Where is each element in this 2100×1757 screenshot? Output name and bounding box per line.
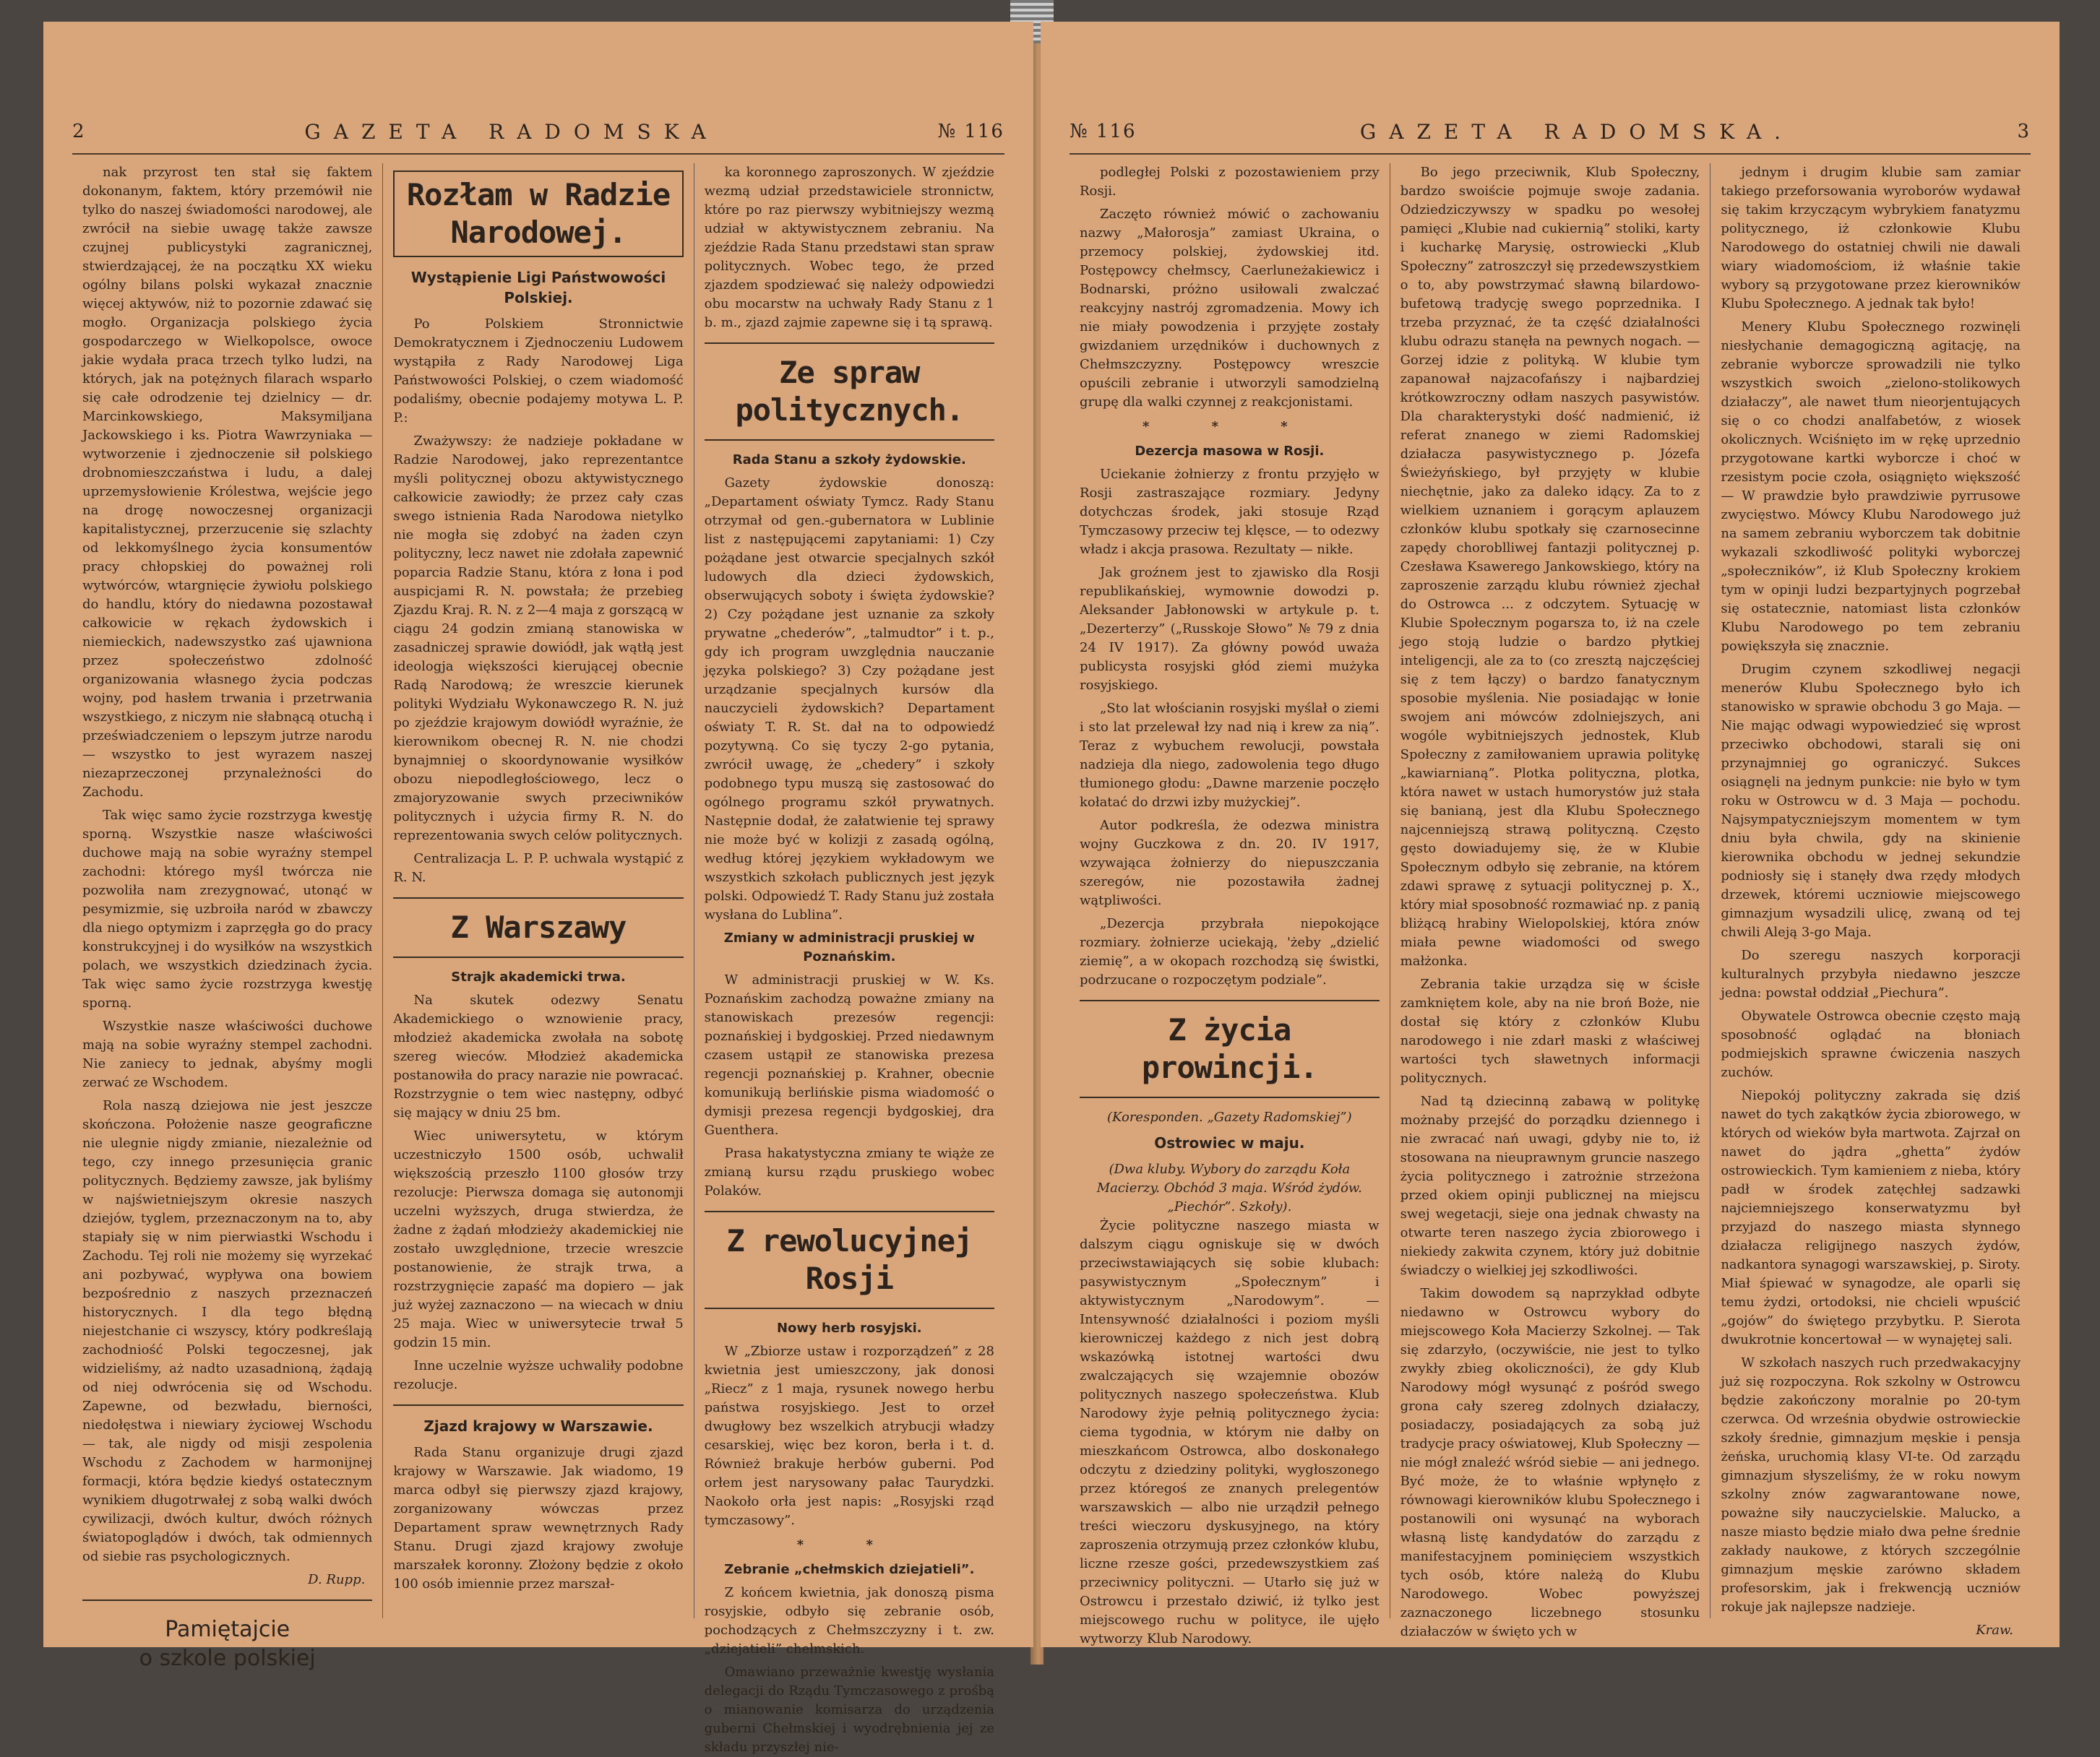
subheadline: Wystąpienie Ligi Państwowości Polskiej.	[410, 269, 666, 306]
divider	[705, 342, 994, 344]
left-column-3	[694, 163, 1004, 1755]
article-text: Tak więc samo życie rozstrzyga kwestję sporną. Wszystkie nasze właściwości duchowe mają na sobie wyraźny stempel zachodni: którego myśl twórcza nie pozwoliła nam zrezygnować, utonąć w pesymizmie, się uzbroiła naród w zbawczy dla niego optymizm i zaprzęgła go do pracy konstrukcyjnej i do wysiłków na wszystkich polach, we wszystkich dziedzinach życia. Tak więc samo życie rozstrzyga kwestję sporną.	[82, 808, 373, 1011]
article-text: W „Zbiorze ustaw i rozporządzeń” z 28 kwietnia jest umieszczony, jak donosi „Riecz” z 1 maja, rysunek nowego herbu państwa rosyjskiego. Jest to orzeł dwugłowy bez wszelkich atrybucji władzy cesarskiej, więc bez koron, berła i t. d. Również brakuje herbów guberni. Pod orłem jest narysowany pałac Taurydzki. Naokoło orła jest napis: „Rosyjski rząd tymczasowy”.	[704, 1344, 994, 1528]
left-column-1	[72, 163, 382, 1671]
article-text: Z końcem kwietnia, jak donoszą pisma rosyjskie, odbyło się zebranie osób, pochodzących z Chełmszczyzny i t. zw. „dziejatieli” chełmskich.	[704, 1585, 994, 1657]
article-text: Inne uczelnie wyższe uchwaliły podobne rezolucje.	[393, 1358, 684, 1392]
page-number: 3	[2017, 121, 2031, 142]
left-page-header	[72, 110, 1004, 155]
article-text: Zważywszy: że nadzieje pokładane w Radzie Narodowej, jako reprezentantce myśli politycznej obozu aktywistycznego całkowicie zawiodły; że przez cały czas swego istnienia Rada Narodowa nietylko nie mogła się zdobyć na żaden czyn polityczny, lecz nawet nie zdołała zapewnić poparcia Radzie Stanu, która z łona i pod auspicjami R. N. powstała; że przebieg Zjazdu Kraj. R. N. z 2—4 maja z gorszącą w ciągu 24 godzin zmianą stanowiska w zasadniczej sprawie dowiódł, jak wątłą jest ideologja większości kierującej obecnie Radą Narodową; że wreszcie kierunek polityki Wydziału Wykonawczego R. N. już po zjeździe krajowym dowiódł wyraźnie, że kierownikom obecnej R. N. nie chodzi bynajmniej o skoordynowanie wysiłków obozu niepodległościowego, lecz o zmajoryzowanie swych przeciwników politycznych i użycia firmy R. N. do reprezentowania swych celów politycznych.	[393, 433, 684, 843]
promo-line-1: Pamiętajcie	[165, 1617, 291, 1642]
article-text: Menery Klubu Społecznego rozwinęli niesłychanie demagogiczną agitację, na zebranie wyborcze sprowadzili nie tylko wszystkich swoich „zielono-stolikowych działaczy”, ale nawet tłum nieorjentujących się o co chodzi analfabetów, z wiosek okolicznych. Wciśnięto im w rękę uprzednio przygotowane kartki wyborcze i choć w rzesistym pocie czoła, osiągnięto większość — W prawdzie było prawdziwie pyrrusowe zwycięstwo. Mówcy Klubu Narodowego już na samem zebraniu wyborczem tak dobitnie wykazali szkodliwość polityki wyborczej „społeczników”, iż Klub Społeczny krokiem tym w opinji ludzi bezpartyjnych pogrzebał się ostatecznie, natomiast lista członków Klubu Narodowego po tem zebraniu powiększyła się znacznie.	[1721, 319, 2021, 654]
headline: Z Warszawy	[450, 910, 627, 945]
article-text: jednym i drugim klubie sam zamiar takiego przeforsowania wyroborów wydawał się takim krzyczącym wybrykiem fanatyzmu politycznego, iż członkowie Klubu Narodowego do ostatniej chwili nie dawali wiary wiadomościom, iż właśnie takie wybory są przygotowane przez kierowników Klubu Społecznego. A jednak tak było!	[1721, 165, 2021, 311]
section-lead: Strajk akademicki trwa.	[451, 970, 626, 985]
right-page-header	[1070, 110, 2031, 155]
article-text: Po Polskiem Stronnictwie Demokratycznem i Zjednoczeniu Ludowem wystąpiła z Rady Narodowej Liga Państwowości Polskiej, o czem wiadomość podaliśmy, obecnie podajemy motywa L. P. P.:	[393, 316, 684, 426]
divider	[82, 1600, 372, 1601]
article-text: Zebrania takie urządza się w ścisłe zamkniętem kole, aby na nie broń Boże, nie dostał się który z członków Klubu narodowego i nie zdarł maski z właściwej wartości tych sławetnych informacji politycznych.	[1400, 977, 1700, 1086]
right-page	[1041, 22, 2060, 1647]
article-signature: Kraw.	[1976, 1623, 2014, 1638]
promo-line-2: o szkole polskiej	[139, 1646, 316, 1671]
section-lead: Zebranie „chełmskich dziejatieli”.	[724, 1562, 975, 1577]
article-text: podległej Polski z pozostawieniem przy Rosji.	[1080, 165, 1380, 199]
article-text: W administracji pruskiej w W. Ks. Poznańskim zachodzą poważne zmiany na stanowiskach prezesów regencji: poznańskiej i bydgoskiej. Przed niedawnym czasem ustąpił ze stanowiska prezesa regencji poznańskiej p. Krahner, obecnie komunikują berlińskie pisma wiadomość o dymisji prezesa regencji bydgoskiej, dra Guenthera.	[704, 972, 994, 1138]
section-lead: Nowy herb rosyjski.	[776, 1321, 922, 1336]
section-stars: * * *	[1142, 419, 1317, 434]
subheadline: Ostrowiec w maju.	[1154, 1134, 1305, 1152]
headline: Ze spraw politycznych.	[735, 355, 964, 428]
divider	[705, 1211, 994, 1212]
right-column-2	[1390, 163, 1710, 1639]
article-text: Na skutek odezwy Senatu Akademickiego o wznowienie pracy, młodzież akademicka zwołała na sobotę szereg wieców. Młodzież akademicka postanowiła do pracy narazie nie powracać. Rozstrzygnie o tem wiec następny, odbyć się mający w dniu 25 bm.	[393, 993, 684, 1121]
article-text: „Sto lat włościanin rosyjski myślał o ziemi i sto lat przelewał łzy nad nią i krew za nią”. Teraz z wybuchem rewolucji, powstała nadzieja dla niego, zadowolenia tego długo tłumionego głodu: „Dawne marzenie poczęło kołatać do drzwi izby mużyckiej”.	[1080, 701, 1380, 810]
divider	[705, 439, 994, 441]
headline: Z życia prowincji.	[1141, 1012, 1317, 1085]
divider	[393, 897, 683, 899]
article-text: Jak groźnem jest to zjawisko dla Rosji republikańskiej, wymownie dowodzi p. Aleksander Jabłonowski w artykule p. t. „Dezerterzy” („Russkoje Słowo” № 79 z dnia 24 IV 1917). Za główny powód uważa publicysta rosyjski głód ziemi mużyka rosyjskiego.	[1080, 565, 1380, 693]
article-text: ka koronnego zaproszonych. W zjeździe wezmą udział przedstawiciele stronnictw, które po raz pierwszy wybitniejszy wezmą udział w aktywistycznem zebraniu. Na zjeździe Rada Stanu przedstawi stan spraw politycznych. Wobec tego, że przed zjazdem spodziewać się należy odpowiedzi obu mocarstw na uchwały Rady Stanu z 1 b. m., zjazd zajmie zapewne się i tą sprawą.	[704, 165, 994, 330]
issue-number: № 116	[937, 121, 1004, 142]
article-text: Do szeregu naszych korporacji kulturalnych przybyła niedawno jeszcze jedna: powstał oddział „Piechura”.	[1721, 948, 2021, 1001]
headline: Rozłam w Radzie Narodowej.	[393, 170, 683, 257]
section-lead: Dezercja masowa w Rosji.	[1135, 444, 1325, 459]
divider	[1080, 1097, 1380, 1098]
page-number: 2	[72, 121, 86, 142]
divider	[393, 957, 683, 958]
article-text: Centralizacja L. P. P. uchwala wystąpić z R. N.	[393, 851, 684, 885]
article-text: Omawiano przeważnie kwestję wysłania delegacji do Rządu Tymczasowego z prośbą o mianowanie komisarza do urządzenia guberni Chełmskiej i wyodrębnienia jej ze składu przyszłej nie-	[704, 1665, 994, 1755]
article-text: „Dezercja przybrała niepokojące rozmiary. żołnierze uciekają, 'żeby „dzielić ziemię”, a w okopach rozchodzą się świstki, podrzucane o rozpoczętym podziale”.	[1080, 916, 1380, 988]
article-text: Życie polityczne naszego miasta w dalszym ciągu ogniskuje się w dwóch przeciwstawiających się sobie klubach: pasywistycznym „Społecznym” i aktywistycznym „Narodowym”. — Intensywność działalności i poziom myśli kierowniczej każdego z nich jest dobrą wskazówką istotnej wartości dwu zwalczających się wzajemnie obozów politycznych naszego społeczeństwa. Klub Narodowy żyje pełnią politycznego życia: ciema tygodnia, w którym nie dałby on mieszkańcom Ostrowca, albo doskonałego odczytu z dziedziny polityki, wygłoszonego przez któregoś ze znanych prelegentów warszawskich — albo nie urządził pełnego treści wieczoru dyskusyjnego, na który zaproszenia otrzymują przez członków klubu, liczne rzesze gości, przedewszystkiem zaś przeciwnicy polityczni. — Utarło się już w Ostrowcu i przestało dziwić, iż tylko jest miejscowego ruchu w polityce, ile ujęło wytworzy Klub Narodowy.	[1080, 1218, 1380, 1646]
left-page	[43, 22, 1033, 1755]
section-lead: Rada Stanu a szkoły żydowskie.	[732, 452, 966, 467]
article-text: Prasa hakatystyczna zmiany te wiąże ze zmianą kursu rządu pruskiego wobec Polaków.	[704, 1146, 994, 1199]
issue-number: № 116	[1070, 121, 1137, 142]
article-text: Nad tą dziecinną zabawą w politykę możnaby przejść do porządku dziennego i nie zwracać nań uwagi, gdyby nie to, iż stosowana na nieuprawnym gruncie naszego życia politycznego i zatrożnie strzeżona przed okiem opinji publicznej na miejscu swej wegetacji, sieje ona jednak chwasty na otwarte teren naszego życia zbiorowego i niekiedy zakwita czynem, który już dobitnie świadczy o wielkiej jej szkodliwości.	[1400, 1094, 1700, 1278]
article-text: Wszystkie nasze właściwości duchowe mają na sobie wyraźny stempel zachodni. Nie zaniecy to jednak, abyśmy mogli zerwać ze Wschodem.	[82, 1019, 373, 1090]
article-text: Rola naszą dziejowa nie jest jeszcze skończona. Położenie nasze geograficzne nie ulegnie nigdy zmianie, niezależnie od tego, czy innego przesunięcia granic politycznych. Będziemy zawsze, jak byliśmy w najświetniejszym okresie naszych dziejów, tyglem, przeznaczonym na to, aby stapiały się w nim pierwiastki Wschodu i Zachodu. Tej roli nie możemy się wyrzekać ani pozbywać, wypływa ona bowiem bezpośrednio z naszych przeznaczeń historycznych. I dla tego błędną niejestchanie ci wszyscy, który podkreślają zachodniość Polski tegoczesnej, jak widzieliśmy, aż nadto uzasadnioną, żądają od niej odwrócenia się od Wschodu. Zapewne, od bezwładu, bierności, niedołęstwa i niewiary życiowej Wschodu — tak, ale nigdy od misji zespolenia Wschodu z Zachodem w harmonijnej formacji, która będzie kiedyś ostatecznym wynikiem długotrwałej z sobą walki dwóch cywilizacji, dwóch kultur, dwóch różnych światopoglądów i dwóch, tak odmiennych od siebie ras psychologicznych.	[82, 1098, 373, 1564]
section-lead: Zmiany w administracji pruskiej w Poznańskim.	[723, 931, 975, 964]
article-text: Niepokój polityczny zakrada się dziś nawet do tych zakątków życia zbiorowego, w których od wieków była martwota. Zajrzał on nawet do jądra „ghetta” żydów ostrowieckich. Tym kamieniem z nieba, który padł w środek zatęchłej sadzawki najciemniejszego konserwatyzmu był przyjazd do naszego miasta słynnego działacza religijnego naszych żydów, nadkantora synagogi warszawskiej, p. Siroty. Miał śpiewać w synagodze, ale oparli się temu żydzi, ortodoksi, nie chcieli wpuścić „gojów” do świętego przybytku. P. Sierota dwukrotnie koncertował — w wynajętej sali.	[1721, 1088, 2021, 1347]
article-text: Rada Stanu organizuje drugi zjazd krajowy w Warszawie. Jak wiadomo, 19 marca odbył się pierwszy zjazd krajowy, zorganizowany wówczas przez Departament spraw wewnętrznych Rady Stanu. Drugi zjazd krajowy zwołuje marszałek koronny. Złożony będzie z około 100 osób imiennie przez marszał-	[393, 1445, 684, 1592]
divider	[705, 1308, 994, 1309]
article-text: Autor podkreśla, że odezwa ministra wojny Guczkowa z dn. 20. IV 1917, wzywająca żołnierzy do niepuszczania szeregów, nie pozostawiła żadnej wątpliwości.	[1080, 818, 1380, 908]
right-column-3	[1710, 163, 2031, 1638]
left-column-2	[382, 163, 693, 1618]
article-text: Uciekanie żołnierzy z frontu przyjęło w Rosji zastraszające rozmiary. Jedyny dotychczas środek, jaki stosuje Rząd Tymczasowy przeciw tej klęsce, — to odezwy władz i akcja prasowa. Rezultaty — nikłe.	[1080, 467, 1380, 557]
section-stars: * *	[796, 1537, 902, 1553]
headline: Z rewolucyjnej Rosji	[726, 1223, 973, 1296]
masthead: GAZETA RADOMSKA.	[1359, 119, 1794, 144]
article-text: Wiec uniwersytetu, w którym uczestniczyło 1500 osób, uchwalił większością przeszło 1100 głosów trzy rezolucje: Pierwsza domaga się autonomji uczelni wyższych, druga stwierdza, że żadne z żądań młodzieży akademickiej nie zostało uwzględnione, trzecie wreszcie postanowienie, że strajk trwa, a rozstrzygnięcie zapaść ma dopiero — jak już wyżej zaznaczono — na wiecach w dniu 25 maja. Wiec w uniwersytecie trwał 5 godzin 15 min.	[393, 1128, 684, 1350]
masthead: GAZETA RADOMSKA	[304, 119, 719, 144]
divider	[1080, 1000, 1380, 1001]
article-text: Takim dowodem są naprzykład odbyte niedawno w Ostrowcu wybory do miejscowego Koła Macierzy Szkolnej. — Tak się zdarzyło, (oczywiście, nie jest to tylko zwykły zbieg okoliczności), że gdy Klub Narodowy mógł wysunąć z pośród swego grona cały szereg zdolnych działaczy, posiadaczy, posiadających za sobą już tradycje pracy oświatowej, Klub Społeczny — nie mógł znaleźć wśród siebie — ani jednego. Być może, że to właśnie wpłynęło z równowagi kierowników klubu Społecznego i postanowili oni wysunąć na wyborach własną listę kandydatów do zarządu z manifestacyjnem pominięciem wszystkich tych osób, które należą do Klubu Narodowego. Wobec powyższej zaznaczonego liczebnego stosunku działaczów w święto ych w	[1400, 1286, 1700, 1639]
article-text: Bo jego przeciwnik, Klub Społeczny, bardzo swoiście pojmuje swoje zadania. Odziedziczywszy w spadku po wesołej pamięci „Klubie nad cukiernią” stoliki, karty i kucharkę Marysię, ostrowiecki „Klub Społeczny” zatroszczył się przedewszystkiem o to, aby powstrzymać sławną bilardowo-bufetową tradycję swego poprzednika. I trzeba przyznać, że ta część działalności klubu odrazu stanęła na pewnych nogach. — Gorzej idzie z polityką. W klubie tym zapanował najzacofańszy i najbardziej krótkowzroczny odłam naszych pasywistów. Dla charakterystyki dość nadmienić, iż referat znanego w ziemi Radomskiej działacza pasywistycznego p. Józefa Świeżyńskiego, był przyjęty w klubie niechętnie, jako za daleko idący. Za to z wielkiem uznaniem i gorącym aplauzem członków klubu spotkały się czarnosecinne zapędy choroblliwej fantazji politycznej p. Czesława Ksawerego Jankowskiego, który na zaproszenie zarządu klubu również zjechał do Ostrowca ... z odczytem. Sytuację w Klubie Społecznym pogarsza to, iż na czele jego stoją ludzie o bardzo płytkiej inteligencji, ale za to (co zresztą najczęściej się z tem łączy) o bardzo fanatycznym sposobie myślenia. Nie posiadając w łonie swojem ani mówców zdolniejszych, ani wogóle wybitniejszych jednostek, Klub Społeczny z zamiłowaniem uprawia politykę „kawiarnianą”. Plotka polityczna, plotka, która nawet w ustach humorystów już stała się banianą, jest dla Klubu Społecznego najcenniejszą strawą polityczną. Często gęsto dowiadujemy się, że w Klubie Społecznym odbyło się zebranie, na którem zdawi sprawę z sytuacji politycznej p. X., który miał sposobność rozmawiać np. z panią bliżącą hrabiny Wielopolskiej, która znów miała pewne wiadomości od swego małżonka.	[1400, 165, 1700, 969]
article-text: Drugim czynem szkodliwej negacji menerów Klubu Społecznego było ich stanowisko w sprawie obchodu 3 go Maja. — Nie mając odwagi wypowiedzieć się wprost przeciwko obchodowi, starali się oni przynajmniej go ograniczyć. Sukces osiągnęli na jednym punkcie: nie było w tym roku w Ostrowcu w d. 3 Maja — pochodu. Najsympatyczniejszym momentem w tym dniu była chwila, gdy na skinienie kierownika obchodu w jednej sekundzie podniosły się i stanęły dwa rzędy młodych drzewek, któremi uczniowie miejscowego gimnazjum wysadzili ulicę, zwaną od tej chwili Aleją 3-go Maja.	[1721, 662, 2021, 940]
article-text: nak przyrost ten stał się faktem dokonanym, faktem, który przemówił nie tylko do naszej świadomości narodowej, ale zwrócił na siebie uwagę także zawsze czujnej publicystyki zagranicznej, stwierdzającej, że na początku XX wieku ogólny bilans polski wykazał znacznie więcej aktywów, niż to pozornie zdawać się mogło. Organizacja polskiego życia gospodarczego w Wielkopolsce, owoce jakie wydała praca trzech tylko ludzi, na których, jak na potężnych filarach wsparło się całe odrodzenie tej dzielnicy — dr. Marcinkowskiego, Maksymiljana Jackowskiego i ks. Piotra Wawrzyniaka — wytworzenie i zjednoczenie sił polskiego drobnomieszczaństwa i ludu, a dalej uprzemysłowienie Królestwa, wejście jego na drogę nowoczesnej organizacji kapitalistycznej, przerzucenie się szlachty od lekkomyślnego życia konsumentów pracy chłopskiej do poważnej roli wytwórców, wtargnięcie żywiołu polskiego do handlu, który do niedawna pozostawał całkowicie w rękach żydowskich i niemieckich, nadewszystko zaś ujawniona przez społeczeństwo zdolność organizowania własnego życia podczas wojny, pod hasłem trwania i przetrwania wszystkiego, z niczym nie słabnącą otuchą i przeświadczeniem o lepszym jutrze narodu — wszystko to jest wyrazem naszej niezaprzeczonej przynależności do Zachodu.	[82, 165, 373, 800]
article-text: Gazety żydowskie donoszą: „Departament oświaty Tymcz. Rady Stanu otrzymał od gen.-gubernatora w Lublinie list z następującemi zapytaniami: 1) Czy pożądane jest otwarcie specjalnych szkół ludowych dla dzieci żydowskich, obserwujących soboty i święta żydowskie? 2) Czy pożądane jest uznanie za szkoły prywatne „chederów”, „talmudtor” i t. p., gdy ich program uwzględnia nauczanie języka polskiego? 3) Czy pożądane jest urządzanie specjalnych kursów dla nauczycieli żydowskich? Departament oświaty T. R. St. dał na to odpowiedź pozytywną. Co się tyczy 2-go pytania, zwrócił uwagę, że „chedery” i szkoły podobnego typu muszą się zastosować do ogólnego programu szkół prywatnych. Następnie dodał, że załatwienie tej sprawy nie może być w kolizji z zasadą ogólną, według której językiem wykładowym we wszystkich szkołach publicznych jest język polski. Odpowiedź T. Rady Stanu już została wysłana do Lublina”.	[704, 475, 994, 923]
article-text: Obywatele Ostrowca obecnie często mają sposobność oglądać na błoniach podmiejskich sprawne ćwiczenia naszych zuchów.	[1721, 1009, 2021, 1080]
article-text: Zaczęto również mówić o zachowaniu nazwy „Małorosja” zamiast Ukraina, o przemocy polskiej, żydowskiej itd. Postępowcy chełmscy, Caerluneżakiewicz i Bodnarski, próżno usiłowali zwalczać reakcyjny nastrój zgromadzenia. Mowy ich nie miały powodzenia i przyjęte zostały gwizdaniem urzędników i duchownych z Chełmszczyzny. Postępowcy wreszcie opuścili zebranie i utworzyli samodzielną grupę dla walki czynnej z reakcjonistami.	[1080, 207, 1380, 410]
article-signature: D. Rupp.	[308, 1572, 366, 1587]
right-column-1	[1070, 163, 1390, 1646]
article-text: W szkołach naszych ruch przedwakacyjny już się rozpoczyna. Rok szkolny w Ostrowcu będzie zakończony moralnie po 20-tym czerwca. Od września obydwie ostrowieckie szkoły średnie, gimnazjum męskie i pensja żeńska, uruchomią klasy VI-te. Od zarządu gimnazjum słyszeliśmy, że w roku nowym szkolny znów zagwarantowane nowe, poważne siły nauczycielskie. Malucko, a nasze miasto będzie miało dwa pełne średnie zakłady naukowe, z których szczególnie gimnazjum męskie zarówno składem profesorskim, jak i frekwencją uczniów rokuje jak najlepsze nadzieje.	[1721, 1355, 2021, 1615]
right-page-columns	[1070, 163, 2031, 1646]
correspondent-note: (Koresponden. „Gazety Radomskiej”)	[1107, 1110, 1352, 1125]
promo-box	[82, 1615, 372, 1673]
divider	[393, 1404, 683, 1406]
subheadline: Zjazd krajowy w Warszawie.	[423, 1417, 653, 1435]
summary-note: (Dwa kluby. Wybory do zarządu Koła Macierzy. Obchód 3 maja. Wśród żydów. „Piechór”. Szkoły).	[1096, 1162, 1362, 1214]
left-page-columns	[72, 163, 1004, 1755]
